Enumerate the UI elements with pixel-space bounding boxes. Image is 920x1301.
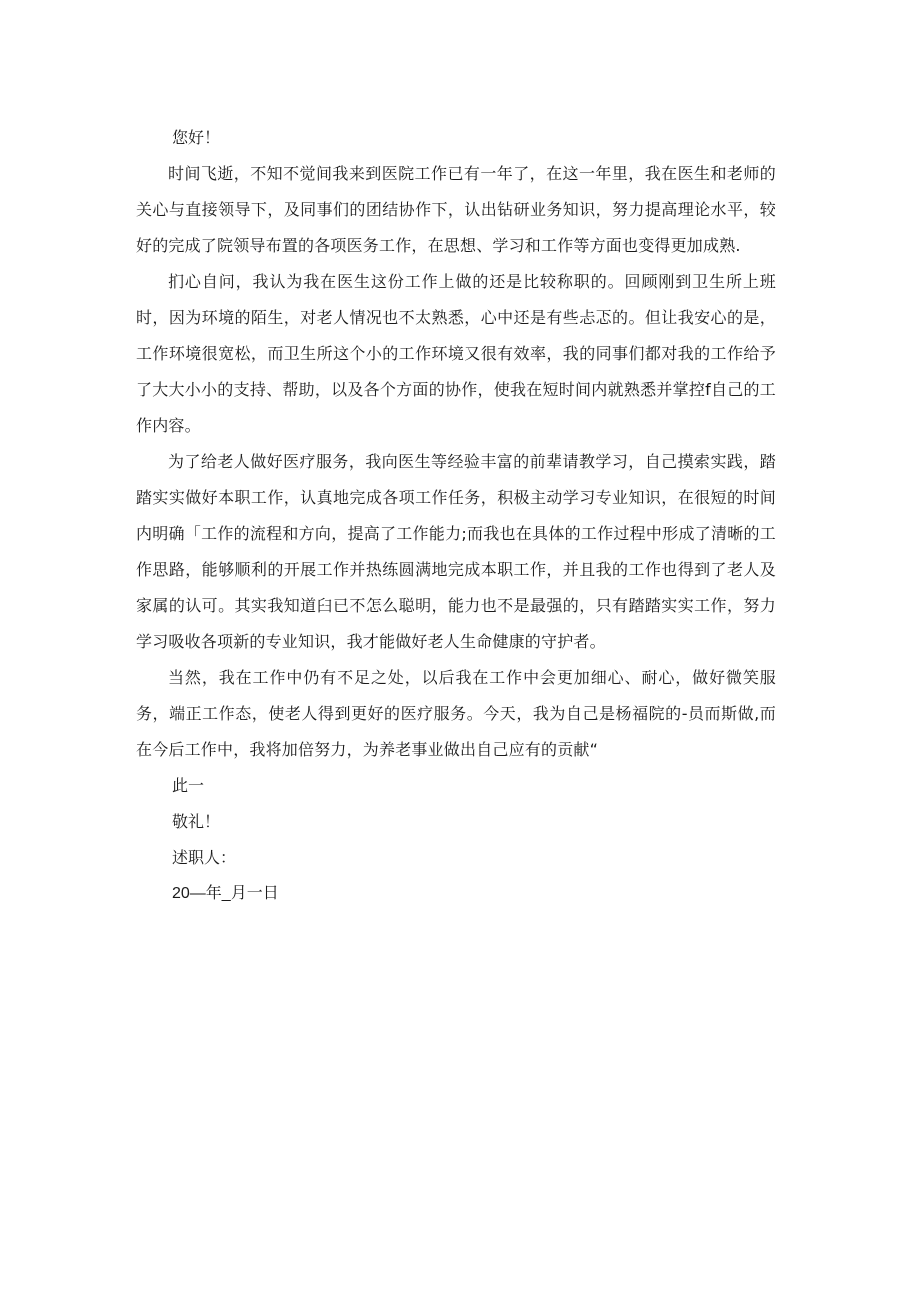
paragraph-3: 为了给老人做好医疗服务，我向医生等经验丰富的前辈请教学习，自己摸索实践，踏踏实实做好本职工作，认真地完成各项工作任务，积极主动学习专业知识，在很短的时间内明确「工作的流程和方向，提高了工作能力;而我也在具体的工作过程中形成了清晰的工作思路，能够顺利的开展工作并热练圆满地完成本职工作，并且我的工作也得到了老人及家属的认可。其实我知道臼已不怎么聪明，能力也不是最强的，只有踏踏实实工作，努力学习吸收各项新的专业知识，我才能做好老人生命健康的守护者。 <box>136 452 776 651</box>
signer-label: 述职人： <box>172 848 237 867</box>
paragraph-4: 当然，我在工作中仍有不足之处，以后我在工作中会更加细心、耐心，做好微笑服务，端正工作态，使老人得到更好的医疗服务。今天，我为自己是杨福院的-员而斯做,而在今后工作中，我将加倍努力，为养老事业做出自己应有的贡献“ <box>136 668 776 759</box>
paragraph-2: 扪心自问，我认为我在医生这份工作上做的还是比较称职的。回顾刚到卫生所上班时，因为环境的陌生，对老人情况也不太熟悉，心中还是有些忐忑的。但让我安心的是，工作环境很宽松，而卫生所这个小的工作环境又很有效率，我的同事们都对我的工作给予了大大小小的支持、帮助，以及各个方面的协作，使我在短时间内就熟悉并掌控f自己的工作内容。 <box>136 272 776 435</box>
greeting: 您好！ <box>172 128 221 147</box>
date-line: 20—年_月一日 <box>172 885 279 902</box>
closing-line-2: 敬礼！ <box>172 812 221 831</box>
paragraph-1: 时间飞逝，不知不觉间我来到医院工作已有一年了，在这一年里，我在医生和老师的关心与直接领导下，及同事们的团结协作下，认出钻研业务知识，努力提高理论水平，较好的完成了院领导布置的各项医务工作，在思想、学习和工作等方面也变得更加成熟. <box>136 164 776 255</box>
letter-body <box>136 120 776 912</box>
closing-line-1: 此一 <box>172 776 205 795</box>
